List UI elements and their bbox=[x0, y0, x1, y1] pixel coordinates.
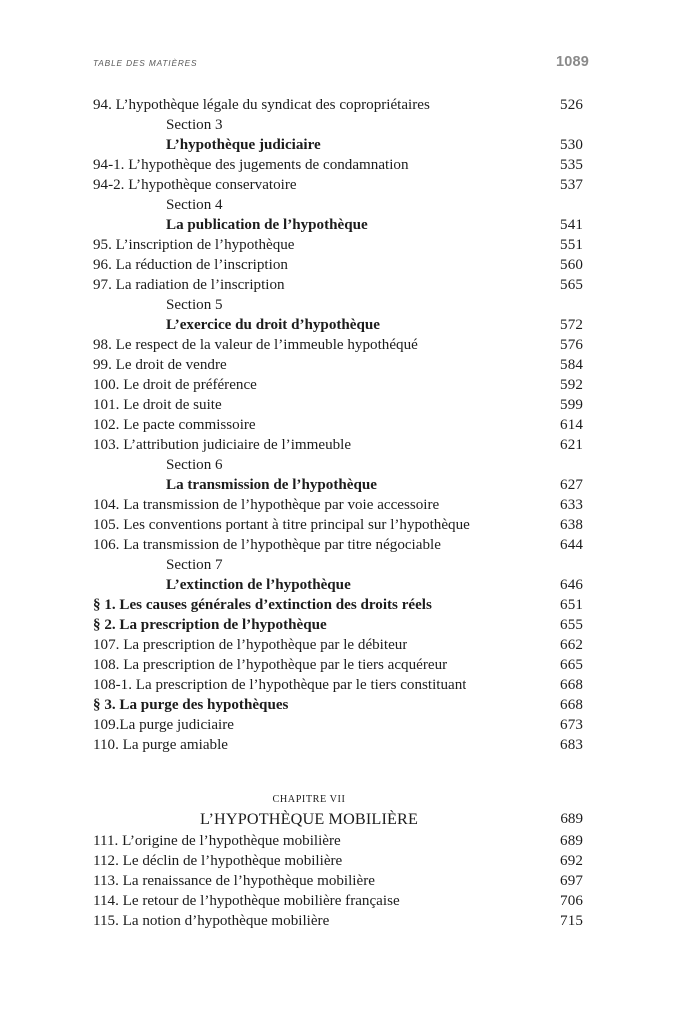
toc-entry-page-number: 560 bbox=[560, 257, 583, 273]
toc-row[interactable] bbox=[93, 415, 583, 435]
toc-entry-page-number: 683 bbox=[560, 737, 583, 753]
toc-entry-label: Section 4 bbox=[166, 197, 223, 213]
toc-entry-page-number: 530 bbox=[560, 137, 583, 153]
toc-row[interactable] bbox=[93, 615, 583, 635]
toc-row[interactable] bbox=[93, 475, 583, 495]
toc-row[interactable] bbox=[93, 335, 583, 355]
chapter-title: L’HYPOTHÈQUE MOBILIÈRE bbox=[199, 810, 419, 828]
toc-entry-page-number: 715 bbox=[560, 913, 583, 929]
toc-row[interactable] bbox=[93, 275, 583, 295]
toc-entry-page-number: 689 bbox=[560, 833, 583, 849]
toc-entry-page-number: 572 bbox=[560, 317, 583, 333]
toc-entry-page-number: 633 bbox=[560, 497, 583, 513]
toc-row[interactable] bbox=[93, 675, 583, 695]
toc-entry-page-number: 627 bbox=[560, 477, 583, 493]
toc-entry-label: 114. Le retour de l’hypothèque mobilière française bbox=[93, 893, 400, 909]
toc-entry-label: L’extinction de l’hypothèque bbox=[166, 577, 351, 593]
toc-entry-page-number: 535 bbox=[560, 157, 583, 173]
toc-row[interactable] bbox=[93, 695, 583, 715]
toc-entry-label: 101. Le droit de suite bbox=[93, 397, 222, 413]
chapter-entry-list bbox=[93, 831, 583, 931]
toc-entry-label: 97. La radiation de l’inscription bbox=[93, 277, 285, 293]
toc-row[interactable] bbox=[93, 715, 583, 735]
toc-row[interactable] bbox=[93, 555, 583, 575]
toc-row[interactable] bbox=[93, 575, 583, 595]
toc-entry-page-number: 614 bbox=[560, 417, 583, 433]
toc-row[interactable] bbox=[93, 535, 583, 555]
toc-entry-label: L’hypothèque judiciaire bbox=[166, 137, 321, 153]
toc-row[interactable] bbox=[93, 655, 583, 675]
toc-row[interactable] bbox=[93, 911, 583, 931]
toc-row[interactable] bbox=[93, 355, 583, 375]
toc-entry-page-number: 665 bbox=[560, 657, 583, 673]
toc-entry-label: 94-1. L’hypothèque des jugements de condamnation bbox=[93, 157, 409, 173]
toc-entry-label: Section 7 bbox=[166, 557, 223, 573]
toc-entry-label: 104. La transmission de l’hypothèque par voie accessoire bbox=[93, 497, 440, 513]
toc-row[interactable] bbox=[93, 115, 583, 135]
toc-row[interactable] bbox=[93, 871, 583, 891]
toc-row[interactable] bbox=[93, 735, 583, 755]
toc-row[interactable] bbox=[93, 195, 583, 215]
toc-entry-label: 103. L’attribution judiciaire de l’immeuble bbox=[93, 437, 352, 453]
toc-entry-page-number: 662 bbox=[560, 637, 583, 653]
toc-entry-label: 111. L’origine de l’hypothèque mobilière bbox=[93, 833, 341, 849]
table-of-contents bbox=[93, 95, 583, 931]
toc-entry-page-number: 651 bbox=[560, 597, 583, 613]
toc-entry-label: 94-2. L’hypothèque conservatoire bbox=[93, 177, 297, 193]
toc-entry-label: 95. L’inscription de l’hypothèque bbox=[93, 237, 295, 253]
toc-row[interactable] bbox=[93, 175, 583, 195]
toc-entry-label: 109.La purge judiciaire bbox=[93, 717, 234, 733]
toc-entry-page-number: 592 bbox=[560, 377, 583, 393]
toc-entry-label: 99. Le droit de vendre bbox=[93, 357, 227, 373]
toc-row[interactable] bbox=[93, 255, 583, 275]
toc-entry-page-number: 599 bbox=[560, 397, 583, 413]
toc-entry-label: L’exercice du droit d’hypothèque bbox=[166, 317, 380, 333]
toc-entry-label: 98. Le respect de la valeur de l’immeuble hypothéqué bbox=[93, 337, 418, 353]
toc-entry-page-number: 668 bbox=[560, 697, 583, 713]
toc-entry-label: 108. La prescription de l’hypothèque par le tiers acquéreur bbox=[93, 657, 448, 673]
chapter-block bbox=[93, 791, 583, 931]
toc-entry-label: Section 5 bbox=[166, 297, 223, 313]
toc-entry-label: 100. Le droit de préférence bbox=[93, 377, 257, 393]
toc-entry-label: § 1. Les causes générales d’extinction des droits réels bbox=[93, 597, 432, 613]
toc-entry-page-number: 646 bbox=[560, 577, 583, 593]
toc-entry-label: 105. Les conventions portant à titre principal sur l’hypothèque bbox=[93, 517, 470, 533]
toc-entry-label: 115. La notion d’hypothèque mobilière bbox=[93, 913, 330, 929]
toc-entry-label: 106. La transmission de l’hypothèque par titre négociable bbox=[93, 537, 441, 553]
toc-entry-page-number: 668 bbox=[560, 677, 583, 693]
toc-entry-page-number: 697 bbox=[560, 873, 583, 889]
toc-row[interactable] bbox=[93, 831, 583, 851]
toc-entry-page-number: 565 bbox=[560, 277, 583, 293]
toc-row[interactable] bbox=[93, 95, 583, 115]
toc-row[interactable] bbox=[93, 495, 583, 515]
toc-row[interactable] bbox=[93, 635, 583, 655]
toc-row[interactable] bbox=[93, 455, 583, 475]
running-head-title: TABLE DES MATIÈRES bbox=[93, 58, 198, 68]
toc-entry-page-number: 537 bbox=[560, 177, 583, 193]
toc-row[interactable] bbox=[93, 235, 583, 255]
toc-entry-label: 94. L’hypothèque légale du syndicat des copropriétaires bbox=[93, 97, 430, 113]
toc-row[interactable] bbox=[93, 851, 583, 871]
toc-row[interactable] bbox=[93, 891, 583, 911]
toc-entry-label: La transmission de l’hypothèque bbox=[166, 477, 377, 493]
toc-entry-page-number: 551 bbox=[560, 237, 583, 253]
toc-entry-page-number: 576 bbox=[560, 337, 583, 353]
toc-row[interactable] bbox=[93, 315, 583, 335]
toc-entry-page-number: 644 bbox=[560, 537, 583, 553]
toc-entry-label: 112. Le déclin de l’hypothèque mobilière bbox=[93, 853, 343, 869]
toc-entry-label: § 2. La prescription de l’hypothèque bbox=[93, 617, 327, 633]
toc-entry-label: 113. La renaissance de l’hypothèque mobilière bbox=[93, 873, 375, 889]
toc-entry-label: 110. La purge amiable bbox=[93, 737, 228, 753]
toc-row[interactable] bbox=[93, 215, 583, 235]
toc-row[interactable] bbox=[93, 435, 583, 455]
toc-entry-page-number: 621 bbox=[560, 437, 583, 453]
toc-row[interactable] bbox=[93, 155, 583, 175]
toc-entry-page-number: 692 bbox=[560, 853, 583, 869]
toc-row[interactable] bbox=[93, 295, 583, 315]
chapter-kicker: CHAPITRE VII bbox=[272, 794, 346, 805]
toc-entry-page-number: 673 bbox=[560, 717, 583, 733]
toc-entry-label: 108-1. La prescription de l’hypothèque par le tiers constituant bbox=[93, 677, 467, 693]
toc-entry-page-number: 706 bbox=[560, 893, 583, 909]
toc-entry-page-number: 526 bbox=[560, 97, 583, 113]
toc-entry-page-number: 638 bbox=[560, 517, 583, 533]
toc-row[interactable] bbox=[93, 595, 583, 615]
page-folio-number: 1089 bbox=[555, 54, 589, 70]
toc-entry-list bbox=[93, 95, 583, 755]
toc-entry-label: 96. La réduction de l’inscription bbox=[93, 257, 288, 273]
toc-entry-label: La publication de l’hypothèque bbox=[166, 217, 368, 233]
toc-entry-page-number: 541 bbox=[560, 217, 583, 233]
toc-row[interactable] bbox=[93, 375, 583, 395]
toc-entry-label: Section 3 bbox=[166, 117, 223, 133]
toc-row[interactable] bbox=[93, 515, 583, 535]
toc-row[interactable] bbox=[93, 135, 583, 155]
toc-entry-label: § 3. La purge des hypothèques bbox=[93, 697, 289, 713]
running-head bbox=[93, 54, 589, 70]
chapter-title-row bbox=[93, 808, 583, 830]
chapter-page-number: 689 bbox=[560, 811, 583, 827]
toc-row[interactable] bbox=[93, 395, 583, 415]
toc-entry-page-number: 655 bbox=[560, 617, 583, 633]
toc-entry-label: 107. La prescription de l’hypothèque par le débiteur bbox=[93, 637, 408, 653]
toc-entry-label: 102. Le pacte commissoire bbox=[93, 417, 256, 433]
toc-entry-page-number: 584 bbox=[560, 357, 583, 373]
toc-entry-label: Section 6 bbox=[166, 457, 223, 473]
